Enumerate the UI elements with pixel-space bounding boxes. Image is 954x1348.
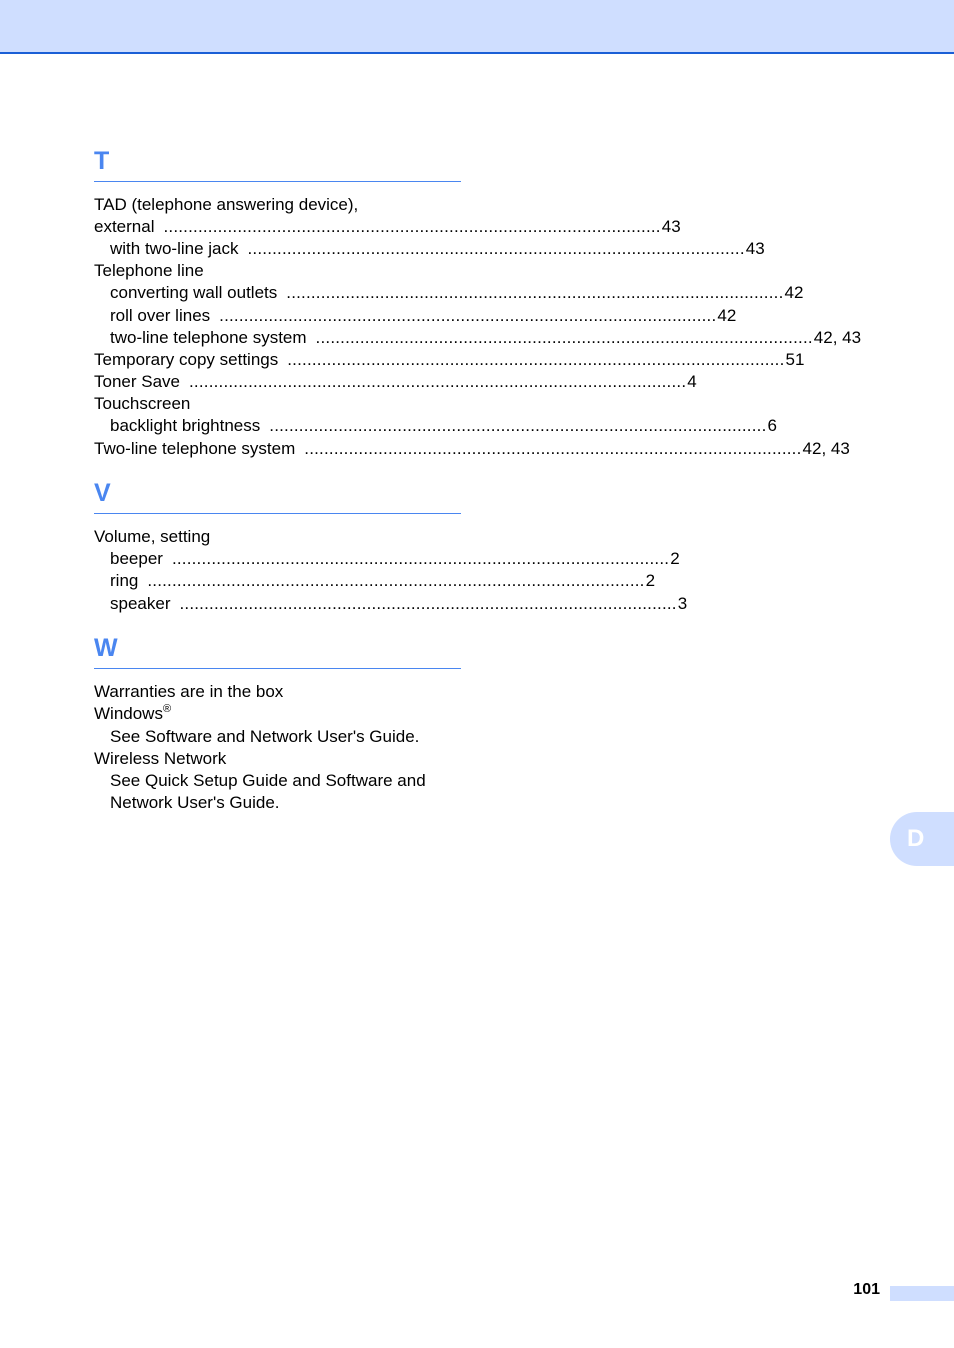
section-letter-w: W <box>94 634 118 662</box>
index-subentry-roll-over-lines <box>110 305 737 327</box>
section-divider <box>94 668 461 669</box>
entry-term: external <box>94 217 155 236</box>
entry-term: with two-line jack <box>110 239 239 258</box>
entry-term: beeper <box>110 549 163 568</box>
index-entry-warranties <box>94 681 458 703</box>
entry-term: Temporary copy settings <box>94 350 279 369</box>
entry-term: Windows <box>94 704 163 723</box>
chapter-tab <box>890 812 954 866</box>
index-entry-external <box>94 216 681 238</box>
index-subentry-beeper <box>110 548 680 570</box>
entry-term: See Software and Network User's Guide. <box>110 727 420 746</box>
page-reference: 2 <box>645 571 656 590</box>
entry-term: roll over lines <box>110 306 211 325</box>
entry-term: Two-line telephone system <box>94 439 296 458</box>
index-entry-volume-setting <box>94 526 458 548</box>
page-reference: 51 <box>785 350 805 369</box>
dot-leader: ..................................................................................................... <box>269 416 767 435</box>
registered-mark: ® <box>162 703 172 715</box>
index-subentry-two-line-telephone-system <box>110 327 862 349</box>
page-reference: 42, 43 <box>802 439 850 458</box>
page-reference: 42 <box>784 283 804 302</box>
dot-leader: ..................................................................................................... <box>179 594 677 613</box>
dot-leader: ..................................................................................................... <box>147 571 645 590</box>
entry-term: TAD (telephone answering device), <box>94 195 359 214</box>
section-letter-t: T <box>94 147 110 175</box>
dot-leader: ..................................................................................................... <box>171 549 670 568</box>
index-subentry-two-line-jack <box>110 238 765 260</box>
entry-term: speaker <box>110 594 171 613</box>
index-subentry-speaker <box>110 593 688 615</box>
index-entry-touchscreen <box>94 393 458 415</box>
index-entry-two-line-telephone-system <box>94 438 850 460</box>
page-reference: 43 <box>661 217 681 236</box>
dot-leader: ..................................................................................................... <box>247 239 745 258</box>
index-entry-windows <box>94 703 458 725</box>
entry-term: Touchscreen <box>94 394 191 413</box>
entry-term: converting wall outlets <box>110 283 278 302</box>
dot-leader: ..................................................................................................... <box>315 328 813 347</box>
entry-term: Warranties are in the box <box>94 682 284 701</box>
header-band <box>0 0 954 54</box>
index-subentry-wireless-see-reference-cont <box>110 792 458 814</box>
index-subentry-ring <box>110 570 656 592</box>
dot-leader: ..................................................................................................... <box>286 283 784 302</box>
entry-term: backlight brightness <box>110 416 261 435</box>
page-reference: 43 <box>745 239 765 258</box>
section-letter-v: V <box>94 479 111 507</box>
index-subentry-windows-see-reference <box>110 726 458 748</box>
entry-term: See Quick Setup Guide and Software and <box>110 771 426 790</box>
index-entry-wireless-network <box>94 748 458 770</box>
entry-term: ring <box>110 571 139 590</box>
index-entry-tad <box>94 194 458 216</box>
index-subentry-backlight-brightness <box>110 415 777 437</box>
index-subentry-converting-wall-outlets <box>110 282 804 304</box>
dot-leader: ..................................................................................................... <box>163 217 661 236</box>
page-reference: 42, 43 <box>813 328 862 347</box>
section-divider <box>94 181 461 182</box>
entry-term: Network User's Guide. <box>110 793 280 812</box>
entry-term: Volume, setting <box>94 527 211 546</box>
dot-leader: ..................................................................................................... <box>219 306 717 325</box>
entry-term: Toner Save <box>94 372 180 391</box>
entry-term: Telephone line <box>94 261 204 280</box>
page-reference: 3 <box>677 594 688 613</box>
dot-leader: ..................................................................................................... <box>189 372 687 391</box>
index-subentry-wireless-see-reference <box>110 770 458 792</box>
index-entry-toner-save <box>94 371 697 393</box>
chapter-tab-letter: D <box>907 825 925 852</box>
page-reference: 4 <box>687 372 697 391</box>
section-divider <box>94 513 461 514</box>
page-number-bar <box>890 1286 954 1301</box>
page-reference: 6 <box>767 416 777 435</box>
entry-term: Wireless Network <box>94 749 227 768</box>
page-number: 101 <box>853 1281 880 1298</box>
dot-leader: ..................................................................................................... <box>304 439 802 458</box>
dot-leader: ..................................................................................................... <box>287 350 785 369</box>
entry-term: two-line telephone system <box>110 328 307 347</box>
page-reference: 2 <box>670 549 680 568</box>
page-reference: 42 <box>717 306 737 325</box>
index-entry-temporary-copy-settings <box>94 349 805 371</box>
index-entry-telephone-line <box>94 260 458 282</box>
